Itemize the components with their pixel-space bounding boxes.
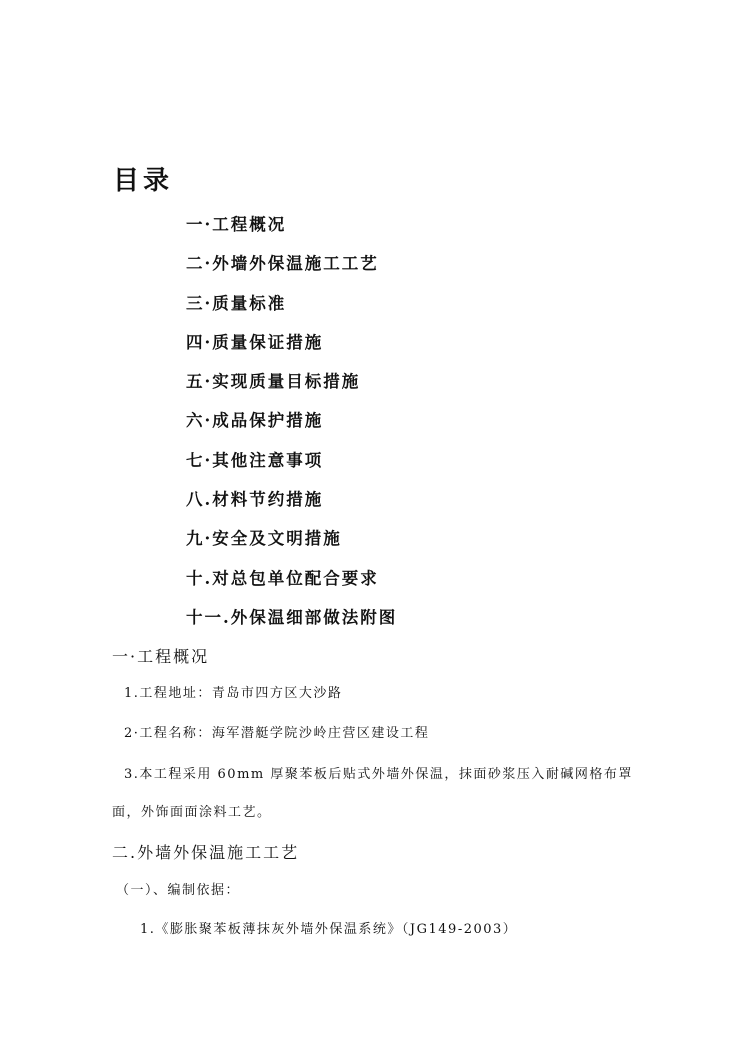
toc-item-2: 二·外墙外保温施工工艺	[186, 254, 379, 274]
section1-item2: 2·工程名称：海军潜艇学院沙岭庄营区建设工程	[124, 726, 430, 741]
section1-item1: 1.工程地址：青岛市四方区大沙路	[124, 686, 343, 701]
toc-item-10: 十.对总包单位配合要求	[186, 568, 379, 588]
toc-item-6: 六·成品保护措施	[186, 411, 324, 431]
toc-title: 目录	[113, 166, 174, 196]
toc-item-3: 三·质量标准	[186, 293, 287, 313]
section2-sub1-item1: 1.《膨胀聚苯板薄抹灰外墙外保温系统》（JG149-2003）	[140, 922, 518, 937]
toc-item-1: 一·工程概况	[186, 215, 287, 234]
section1-item3-line2: 面，外饰面面涂料工艺。	[112, 805, 272, 820]
toc-item-7: 七·其他注意事项	[186, 450, 324, 470]
section1-heading: 一·工程概况	[112, 647, 210, 666]
section1-item3-line1: 3.本工程采用 60mm 厚聚苯板后贴式外墙外保温，抹面砂浆压入耐碱网格布罩	[124, 767, 633, 782]
toc-item-9: 九·安全及文明措施	[186, 529, 342, 549]
toc-item-4: 四·质量保证措施	[186, 332, 324, 352]
toc-list	[186, 212, 397, 644]
toc-item-8: 八.材料节约措施	[186, 490, 324, 510]
toc-item-5: 五·实现质量目标措施	[186, 372, 361, 392]
section2-heading: 二.外墙外保温施工工艺	[112, 843, 300, 862]
section2-sub1: （一）、编制依据：	[116, 883, 241, 898]
toc-item-11: 十一.外保温细部做法附图	[186, 607, 398, 627]
